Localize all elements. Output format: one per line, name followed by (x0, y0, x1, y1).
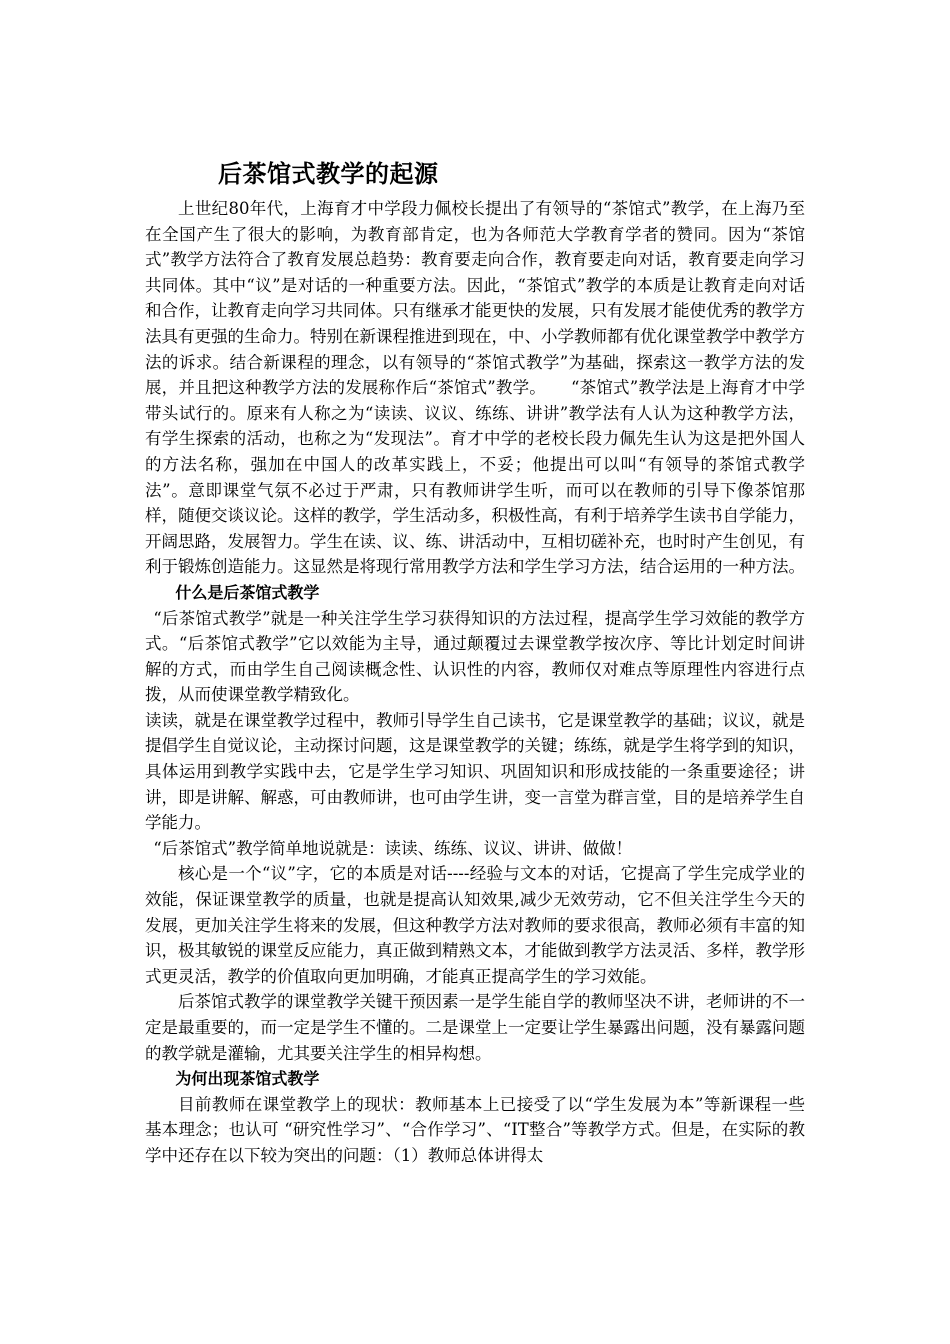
paragraph-core: 核心是一个“议”字，它的本质是对话----经验与文本的对话，它提高了学生完成学业的效能，保证课堂教学的质量，也就是提高认知效果,减少无效劳动，它不但关注学生今天的发展，更加关注学生将来的发展，但这种教学方法对教师的要求很高，教师必须有丰富的知识，极其敏锐的课堂反应能力，真正做到精熟文本，才能做到教学方法灵活、多样，教学形式更灵活，教学的价值取向更加明确，才能真正提高学生的学习效能。 (145, 864, 805, 986)
paragraph-origin: 上世纪80年代，上海育才中学段力佩校长提出了有领导的“茶馆式”教学，在上海乃至在全国产生了很大的影响，为教育部肯定，也为各师范大学教育学者的赞同。因为“茶馆式”教学方法符合了教育发展总趋势：教育要走向合作，教育要走向对话，教育要走向学习共同体。其中“议”是对话的一种重要方法。因此，“茶馆式”教学的本质是让教育走向对话和合作，让教育走向学习共同体。只有继承才能更快的发展，只有发展才能使优秀的教学方法具有更强的生命力。特别在新课程推进到现在，中、小学教师都有优化课堂教学中教学方法的诉求。结合新课程的理念，以有领导的“茶馆式教学”为基础，探索这一教学方法的发展，并且把这种教学方法的发展称作后“茶馆式”教学。 “茶馆式”教学法是上海育才中学带头试行的。原来有人称之为“读读、议议、练练、讲讲”教学法有人认为这种教学方法，有学生探索的活动，也称之为“发现法”。育才中学的老校长段力佩先生认为这是把外国人的方法名称，强加在中国人的改革实践上，不妥；他提出可以叫“有领导的茶馆式教学法”。意即课堂气氛不必过于严肃，只有教师讲学生听，而可以在教师的引导下像茶馆那样，随便交谈议论。这样的教学，学生活动多，积极性高，有利于培养学生读书自学能力，开阔思路，发展智力。学生在读、议、练、讲活动中，互相切磋补充，也时时产生创见，有利于锻炼创造能力。这显然是将现行常用教学方法和学生学习方法，结合运用的一种方法。 (145, 199, 805, 577)
page-title: 后茶馆式教学的起源 (218, 160, 439, 188)
paragraph-key-factors: 后茶馆式教学的课堂教学关键干预因素一是学生能自学的教师坚决不讲，老师讲的不一定是最重要的，而一定是学生不懂的。二是课堂上一定要让学生暴露出问题，没有暴露问题的教学就是灌输，尤其要关注学生的相异构想。 (145, 992, 805, 1063)
paragraph-read-discuss-practice-explain: 读读，就是在课堂教学过程中，教师引导学生自己读书，它是课堂教学的基础；议议，就是提倡学生自觉议论，主动探讨问题，这是课堂教学的关键；练练，就是学生将学到的知识，具体运用到教学实践中去，它是学生学习知识、巩固知识和形成技能的一条重要途径；讲讲，即是讲解、解惑，可由教师讲，也可由学生讲，变一言堂为群言堂，目的是培养学生自学能力。 (145, 710, 805, 833)
paragraph-summary: “后茶馆式”教学简单地说就是：读读、练练、议议、讲讲、做做！ (153, 838, 633, 858)
section-heading-why: 为何出现茶馆式教学 (175, 1069, 320, 1089)
document-body (145, 196, 805, 1169)
paragraph-definition: “后茶馆式教学”就是一种关注学生学习获得知识的方法过程，提高学生学习效能的教学方式。“后茶馆式教学”它以效能为主导，通过颠覆过去课堂教学按次序、等比计划定时间讲解的方式，而由学生自己阅读概念性、认识性的内容，教师仅对难点等原理性内容进行点拨，从而使课堂教学精致化。 (145, 608, 805, 705)
section-heading-what-is: 什么是后茶馆式教学 (175, 582, 320, 602)
paragraph-current-status: 目前教师在课堂教学上的现状：教师基本上已接受了以“学生发展为本”等新课程一些基本理念；也认可 “研究性学习”、“合作学习”、“IT整合”等教学方式。但是，在实际的教学中还存在以下较为突出的问题：（1）教师总体讲得太 (145, 1094, 805, 1165)
